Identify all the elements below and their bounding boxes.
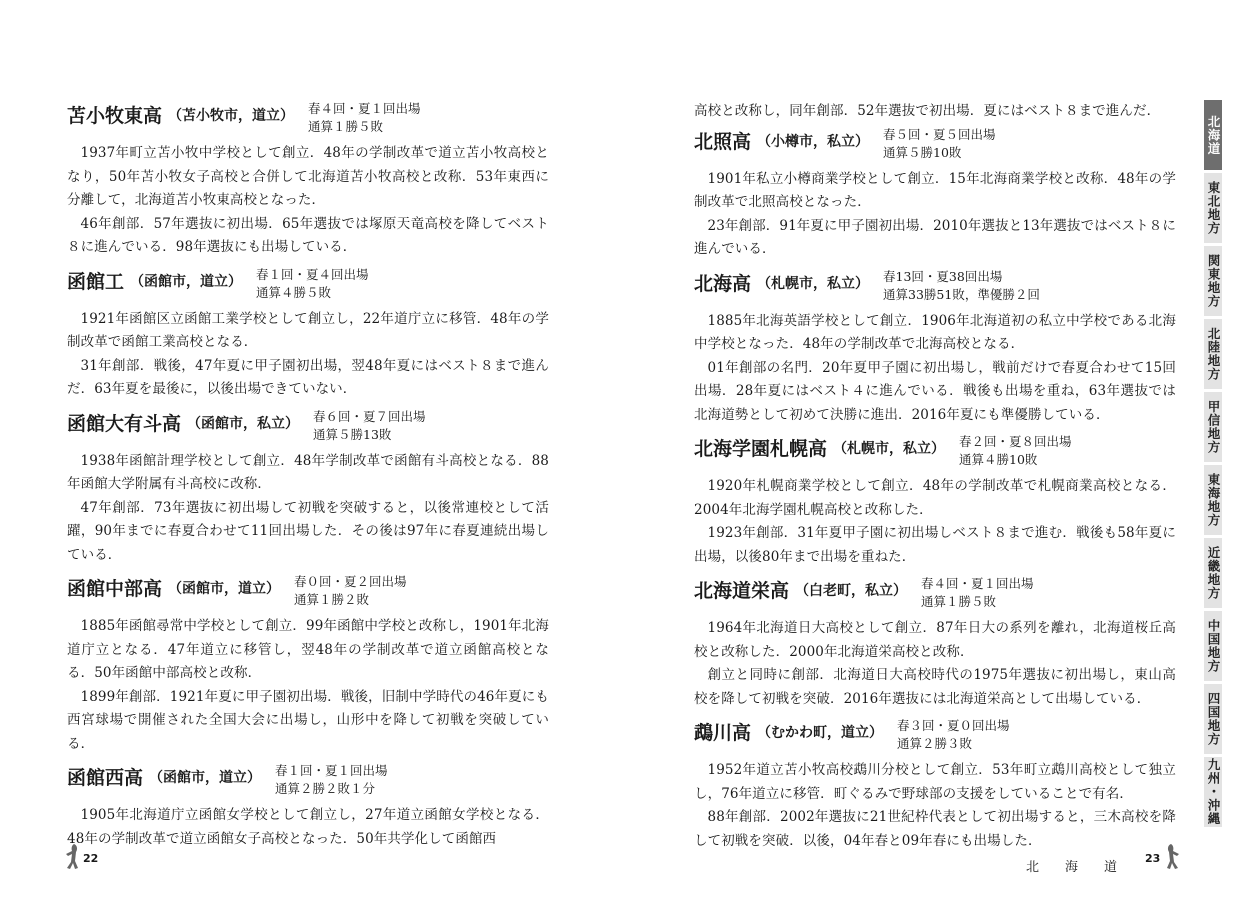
school-name: 函館中部高 bbox=[67, 578, 163, 600]
school-stats bbox=[921, 575, 1034, 611]
school-name: 函館西高 bbox=[67, 767, 144, 789]
region-tab-tokai[interactable]: 東海地方 bbox=[1204, 465, 1222, 535]
school-entry bbox=[67, 762, 549, 851]
school-header bbox=[694, 433, 1176, 469]
school-location: （苫小牧市，道立） bbox=[168, 108, 295, 124]
region-tab-kinki[interactable]: 近畿地方 bbox=[1204, 538, 1222, 608]
stats-appearances: 春６回・夏７回出場 bbox=[313, 408, 426, 424]
history-paragraph: 1920年札幌商業学校として創立．48年の学制改革で札幌商業高校となる．2004年北海学園札幌高校と改称した． bbox=[694, 478, 1176, 518]
school-entry bbox=[67, 573, 549, 756]
school-location: （函館市，道立） bbox=[149, 770, 262, 786]
school-entry bbox=[694, 433, 1176, 569]
school-stats bbox=[294, 573, 407, 609]
region-index-sidebar bbox=[1204, 100, 1241, 830]
school-entry bbox=[694, 126, 1176, 262]
school-name: 鵡川高 bbox=[694, 722, 752, 744]
right-page bbox=[694, 100, 1176, 859]
region-tab-koshin[interactable]: 甲信地方 bbox=[1204, 392, 1222, 462]
stats-record: 通算２勝３敗 bbox=[897, 736, 973, 751]
school-stats bbox=[959, 433, 1072, 469]
club-paragraph: 23年創部．91年夏に甲子園初出場．2010年選抜と13年選抜ではベスト８に進んでいる． bbox=[694, 217, 1176, 257]
history-paragraph: 1905年北海道庁立函館女学校として創立し，27年道立函館女学校となる．48年の学制改革で道立函館女子高校となった．50年共学化して函館西 bbox=[67, 807, 549, 847]
history-paragraph: 1938年函館計理学校として創立．48年学制改革で函館有斗高校となる．88年函館大学附属有斗高校に改称． bbox=[67, 452, 549, 492]
school-header bbox=[67, 762, 549, 798]
page-number-right: 23 bbox=[1145, 852, 1161, 865]
school-entry bbox=[694, 717, 1176, 853]
stats-appearances: 春５回・夏５回出場 bbox=[883, 126, 996, 142]
history-paragraph: 1952年道立苫小牧高校鵡川分校として創立．53年町立鵡川高校として独立し，76年道立に移管．町ぐるみで野球部の支援をしていることで有名． bbox=[694, 762, 1176, 802]
stats-record: 通算５勝13敗 bbox=[313, 426, 392, 442]
stats-record: 通算１勝５敗 bbox=[921, 594, 997, 609]
history-paragraph: 1885年北海英語学校として創立．1906年北海道初の私立中学校である北海中学校となった．48年の学制改革で北海高校となる． bbox=[694, 312, 1176, 352]
history-paragraph: 1937年町立苫小牧中学校として創立．48年の学制改革で道立苫小牧高校となり，50年苫小牧女子高校と合併して北海道苫小牧高校と改称．53年東西に分離して，北海道苫小牧東高校となった． bbox=[67, 145, 549, 208]
stats-appearances: 春１回・夏１回出場 bbox=[275, 763, 388, 778]
history-paragraph: 1901年私立小樽商業学校として創立．15年北海商業学校と改称．48年の学制改革で北照高校となった． bbox=[694, 170, 1176, 210]
club-paragraph: 1923年創部．31年夏甲子園に初出場しベスト８まで進む．戦後も58年夏に出場，以後80年まで出場を重ねた． bbox=[694, 525, 1176, 565]
stats-record: 通算33勝51敗，準優勝２回 bbox=[883, 286, 1040, 302]
school-entry bbox=[67, 408, 549, 568]
club-paragraph: 1899年創部．1921年夏に甲子園初出場．戦後，旧制中学時代の46年夏にも西宮球場で開催された全国大会に出場し，山形中を降して初戦を突破している． bbox=[67, 688, 549, 752]
school-name: 北海高 bbox=[694, 272, 752, 295]
stats-record: 通算５勝10敗 bbox=[883, 144, 962, 160]
school-stats bbox=[897, 717, 1010, 753]
running-footer-title: 北海道 bbox=[1026, 860, 1144, 875]
stats-record: 通算１勝２敗 bbox=[294, 592, 370, 607]
school-location: （白老町，私立） bbox=[795, 583, 908, 599]
club-paragraph: 46年創部．57年選抜に初出場．65年選抜では塚原天竜高校を降してベスト８に進んでいる．98年選抜にも出場している． bbox=[67, 215, 549, 255]
club-paragraph: 創立と同時に創部．北海道日大高校時代の1975年選抜に初出場し，東山高校を降して初戦を突破．2016年選抜には北海道栄高として出場している． bbox=[694, 667, 1176, 707]
region-tab-chugoku[interactable]: 中国地方 bbox=[1204, 611, 1222, 681]
school-location: （札幌市，私立） bbox=[833, 441, 946, 457]
stats-record: 通算４勝10敗 bbox=[959, 452, 1038, 467]
school-stats bbox=[256, 266, 369, 302]
baseball-player-icon bbox=[60, 842, 82, 870]
region-tab-hokkaido[interactable]: 北海道 bbox=[1204, 100, 1222, 170]
school-stats bbox=[313, 408, 426, 444]
club-paragraph: 47年創部．73年選抜に初出場して初戦を突破すると，以後常連校として活躍，90年までに春夏合わせて11回出場した．その後は97年に春夏連続出場している． bbox=[67, 499, 549, 563]
stats-appearances: 春０回・夏２回出場 bbox=[294, 574, 407, 589]
school-header bbox=[67, 266, 549, 302]
stats-appearances: 春４回・夏１回出場 bbox=[308, 101, 421, 116]
school-location: （函館市，私立） bbox=[187, 415, 300, 432]
left-page bbox=[67, 100, 549, 857]
baseball-player-icon bbox=[1163, 842, 1185, 870]
school-location: （小樽市，私立） bbox=[757, 133, 870, 150]
school-stats bbox=[275, 762, 388, 798]
school-name: 北照高 bbox=[694, 130, 752, 153]
school-name: 北海学園札幌高 bbox=[694, 438, 828, 460]
stats-record: 通算２勝２敗１分 bbox=[275, 781, 376, 796]
school-stats bbox=[308, 100, 421, 136]
school-header bbox=[694, 268, 1176, 304]
school-stats bbox=[883, 126, 996, 162]
school-name: 函館工 bbox=[67, 270, 125, 293]
history-paragraph: 1964年北海道日大高校として創立．87年日大の系列を離れ，北海道桜丘高校と改称した．2000年北海道栄高校と改称． bbox=[694, 620, 1176, 660]
school-entry bbox=[67, 266, 549, 402]
school-location: （函館市，道立） bbox=[130, 273, 243, 290]
school-header bbox=[694, 126, 1176, 162]
school-entry bbox=[694, 575, 1176, 711]
continued-paragraph: 高校と改称し，同年創部．52年選抜で初出場．夏にはベスト８まで進んだ． bbox=[694, 103, 1161, 119]
stats-record: 通算１勝５敗 bbox=[308, 119, 384, 134]
page-number-left: 22 bbox=[83, 852, 99, 865]
school-location: （札幌市，私立） bbox=[757, 275, 870, 292]
school-entry bbox=[67, 100, 549, 260]
region-tab-hokuriku[interactable]: 北陸地方 bbox=[1204, 319, 1222, 389]
history-paragraph: 1921年函館区立函館工業学校として創立し，22年道庁立に移管．48年の学制改革で函館工業高校となる． bbox=[67, 310, 549, 350]
stats-appearances: 春３回・夏０回出場 bbox=[897, 718, 1010, 733]
club-paragraph: 88年創部．2002年選抜に21世紀枠代表として初出場すると，三木高校を降して初戦を突破．以後，04年春と09年春にも出場した． bbox=[694, 809, 1176, 849]
school-header bbox=[67, 100, 549, 136]
school-header bbox=[67, 408, 549, 444]
region-tab-kanto[interactable]: 関東地方 bbox=[1204, 246, 1222, 316]
school-header bbox=[67, 573, 549, 609]
history-paragraph: 1885年函館尋常中学校として創立．99年函館中学校と改称し，1901年北海道庁立となる．47年道立に移管し，翌48年の学制改革で道立函館高校となる．50年函館中部高校と改称． bbox=[67, 618, 549, 681]
school-name: 北海道栄高 bbox=[694, 580, 790, 602]
region-tab-shikoku[interactable]: 四国地方 bbox=[1204, 684, 1222, 754]
stats-record: 通算４勝５敗 bbox=[256, 284, 332, 300]
school-stats bbox=[883, 268, 1040, 304]
region-tab-kyushu-okinawa[interactable]: 九州・沖縄 bbox=[1206, 758, 1221, 826]
school-name: 函館大有斗高 bbox=[67, 412, 182, 435]
school-header bbox=[694, 717, 1176, 753]
club-paragraph: 01年創部の名門．20年夏甲子園に初出場し，戦前だけで春夏合わせて15回出場．28年夏にはベスト４に進んでいる．戦後も出場を重ね，63年選抜では北海道勢として初めて決勝に進出．2016年夏にも準優勝している． bbox=[694, 359, 1176, 423]
club-paragraph: 31年創部．戦後，47年夏に甲子園初出場，翌48年夏にはベスト８まで進んだ．63年夏を最後に，以後出場できていない． bbox=[67, 357, 549, 397]
stats-appearances: 春４回・夏１回出場 bbox=[921, 576, 1034, 591]
stats-appearances: 春１回・夏４回出場 bbox=[256, 266, 369, 282]
region-tab-tohoku[interactable]: 東北地方 bbox=[1204, 173, 1222, 243]
school-name: 苫小牧東高 bbox=[67, 105, 163, 127]
school-location: （むかわ町，道立） bbox=[757, 725, 884, 741]
school-entry bbox=[694, 268, 1176, 428]
school-header bbox=[694, 575, 1176, 611]
school-location: （函館市，道立） bbox=[168, 581, 281, 597]
stats-appearances: 春２回・夏８回出場 bbox=[959, 434, 1072, 449]
stats-appearances: 春13回・夏38回出場 bbox=[883, 268, 1003, 284]
